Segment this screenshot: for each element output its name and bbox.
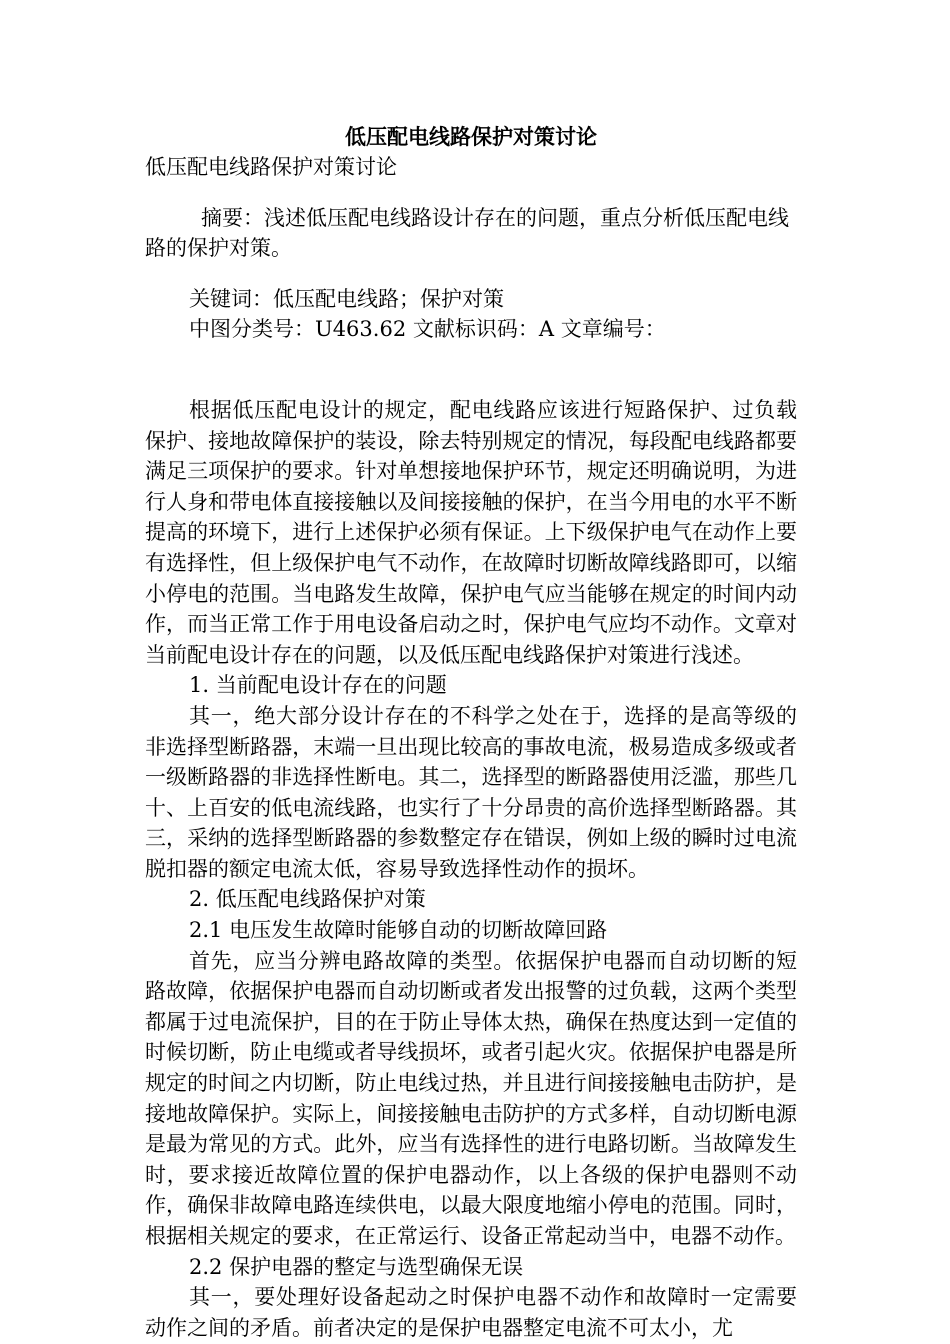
keywords-line: 关键词：低压配电线路；保护对策	[189, 286, 504, 311]
document-title: 低压配电线路保护对策讨论	[345, 124, 597, 149]
document-subtitle: 低压配电线路保护对策讨论	[145, 155, 397, 179]
document-page	[145, 122, 797, 1343]
section-2-2-paragraph: 其一，要处理好设备起动之时保护电器不动作和故障时一定需要动作之间的矛盾。前者决定的是保护电器整定电流不可太小，尤	[145, 1285, 797, 1340]
section-2-1-paragraph: 首先，应当分辨电路故障的类型。依据保护电器而自动切断的短路故障，依据保护电器而自动切断或者发出报警的过负载，这两个类型都属于过电流保护，目的在于防止导体太热，确保在热度达到一定值的时候切断，防止电缆或者导线损坏，或者引起火灾。依据保护电器是所规定的时间之内切断，防止电线过热，并且进行间接接触电击防护，是接地故障保护。实际上，间接接触电击防护的方式多样，自动切断电源是最为常见的方式。此外，应当有选择性的进行电路切断。当故障发生时，要求接近故障位置的保护电器动作，以上各级的保护电器则不动作，确保非故障电路连续供电，以最大限度地缩小停电的范围。同时，根据相关规定的要求，在正常运行、设备正常起动当中，电器不动作。	[145, 948, 797, 1248]
section-1-paragraph: 其一，绝大部分设计存在的不科学之处在于，选择的是高等级的非选择型断路器，末端一旦出现比较高的事故电流，极易造成多级或者一级断路器的非选择性断电。其二，选择型的断路器使用泛滥，那些几十、上百安的低电流线路，也实行了十分昂贵的高价选择型断路器。其三，采纳的选择型断路器的参数整定存在错误，例如上级的瞬时过电流脱扣器的额定电流太低，容易导致选择性动作的损坏。	[145, 703, 797, 881]
section-2-heading: 2. 低压配电线路保护对策	[189, 887, 426, 912]
intro-paragraph: 根据低压配电设计的规定，配电线路应该进行短路保护、过负载保护、接地故障保护的装设，除去特别规定的情况，每段配电线路都要满足三项保护的要求。针对单想接地保护环节，规定还明确说明，为进行人身和带电体直接接触以及间接接触的保护，在当今用电的水平不断提高的环境下，进行上述保护必须有保证。上下级保护电气在动作上要有选择性，但上级保护电气不动作，在故障时切断故障线路即可，以缩小停电的范围。当电路发生故障，保护电气应当能够在规定的时间内动作，而当正常工作于用电设备启动之时，保护电气应均不动作。文章对当前配电设计存在的问题，以及低压配电线路保护对策进行浅述。	[145, 397, 797, 667]
section-2-1-heading: 2.1 电压发生故障时能够自动的切断故障回路	[189, 918, 608, 943]
section-1-heading: 1. 当前配电设计存在的问题	[189, 673, 447, 698]
abstract-paragraph: 摘要：浅述低压配电线路设计存在的问题，重点分析低压配电线路的保护对策。	[145, 205, 789, 261]
section-2-2-heading: 2.2 保护电器的整定与选型确保无误	[189, 1254, 524, 1279]
classification-line: 中图分类号：U463.62 文献标识码：A 文章编号：	[189, 317, 666, 342]
